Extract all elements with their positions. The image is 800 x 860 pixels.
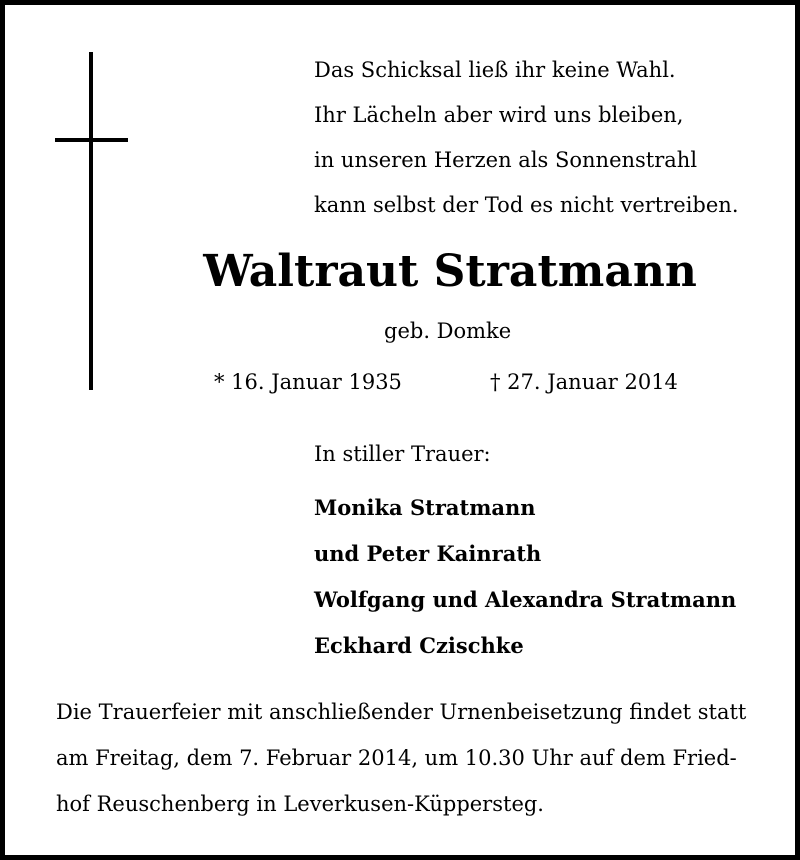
mourner-name: Eckhard Czischke [314, 633, 524, 658]
service-line: Die Trauerfeier mit anschließender Urnenbeisetzung findet statt [56, 700, 747, 724]
cross-icon [89, 52, 93, 390]
mourner-name: und Peter Kainrath [314, 541, 542, 566]
death-date: † 27. Januar 2014 [490, 370, 678, 394]
mourners-intro: In stiller Trauer: [314, 442, 491, 466]
mourners-list [314, 485, 736, 669]
maiden-name: geb. Domke [384, 319, 512, 343]
mourner-name: Monika Stratmann [314, 495, 536, 520]
poem-line: Ihr Lächeln aber wird uns bleiben, [314, 103, 684, 127]
service-line: hof Reuschenberg in Leverkusen-Küppersteg. [56, 792, 544, 816]
service-info [56, 689, 746, 827]
poem-line: Das Schicksal ließ ihr keine Wahl. [314, 58, 676, 82]
poem-line: in unseren Herzen als Sonnenstrahl [314, 148, 698, 172]
poem-line: kann selbst der Tod es nicht vertreiben. [314, 193, 739, 217]
cross-icon-crossbar [55, 138, 128, 142]
poem [314, 48, 739, 228]
service-line: am Freitag, dem 7. Februar 2014, um 10.30 Uhr auf dem Fried- [56, 746, 737, 770]
birth-date: * 16. Januar 1935 [214, 370, 402, 394]
deceased-name: Waltraut Stratmann [203, 246, 697, 297]
mourner-name: Wolfgang und Alexandra Stratmann [314, 587, 737, 612]
